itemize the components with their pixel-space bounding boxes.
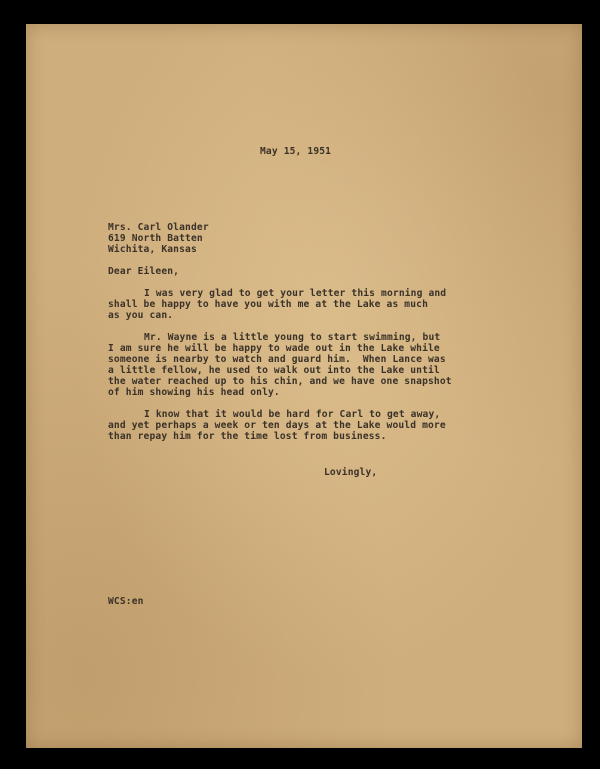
paragraph-2-line-1: Mr. Wayne is a little young to start swimming, but (144, 332, 441, 343)
recipient-street: 619 North Batten (108, 233, 203, 244)
paragraph-2-line-4: a little fellow, he used to walk out into the Lake until (108, 365, 440, 376)
paragraph-3-line-2: and yet perhaps a week or ten days at the Lake would more (108, 420, 446, 431)
paragraph-3-line-3: than repay him for the time lost from business. (108, 431, 387, 442)
recipient-name: Mrs. Carl Olander (108, 222, 209, 233)
paragraph-1-line-1: I was very glad to get your letter this morning and (144, 288, 447, 299)
paragraph-1-line-3: as you can. (108, 310, 174, 321)
salutation: Dear Eileen, (108, 266, 180, 277)
recipient-city: Wichita, Kansas (108, 244, 197, 255)
paragraph-2-line-2: I am sure he will be happy to wade out in the Lake while (108, 343, 440, 354)
paragraph-2-line-5: the water reached up to his chin, and we have one snapshot (108, 376, 452, 387)
paragraph-2-line-3: someone is nearby to watch and guard him. When Lance was (108, 354, 446, 365)
letter-sheet (26, 24, 582, 748)
paragraph-1-line-2: shall be happy to have you with me at the Lake as much (108, 299, 428, 310)
paragraph-3-line-1: I know that it would be hard for Carl to get away, (144, 409, 441, 420)
letter-date: May 15, 1951 (260, 146, 332, 157)
reference-initials: WCS:en (108, 596, 144, 607)
paragraph-2-line-6: of him showing his head only. (108, 387, 280, 398)
closing: Lovingly, (324, 467, 378, 478)
